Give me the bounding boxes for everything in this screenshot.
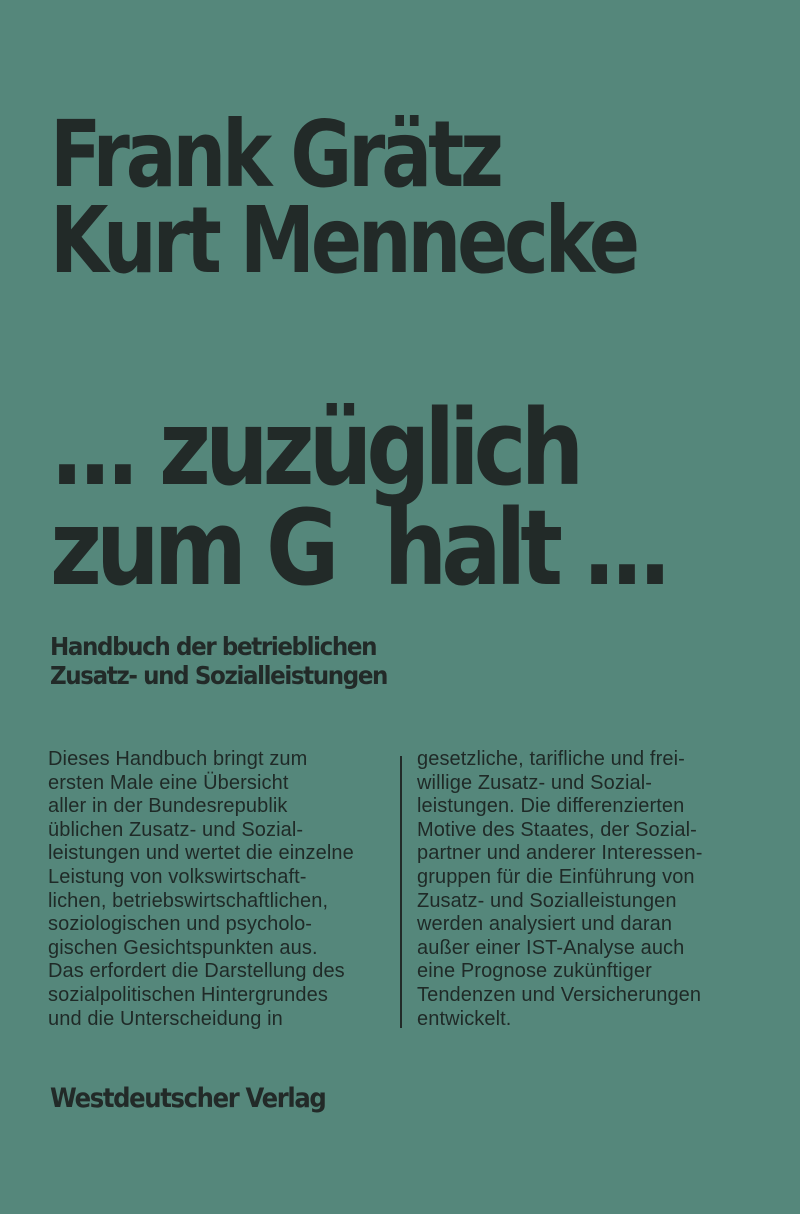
- author-name: Kurt Mennecke: [50, 187, 636, 294]
- blurb-line: partner und anderer Interessen-: [417, 842, 703, 865]
- blurb-line: Das erfordert die Darstellung des: [48, 960, 345, 983]
- blurb-line: außer einer IST-Analyse auch: [417, 936, 685, 959]
- blurb-line: Leistung von volkswirtschaft-: [48, 865, 307, 888]
- blurb-line: aller in der Bundesrepublik: [48, 795, 288, 818]
- column-divider: [400, 756, 402, 1028]
- author-name: Frank Grätz: [50, 101, 500, 208]
- blurb-line: und die Unterscheidung in: [48, 1007, 283, 1030]
- blurb-line: soziologischen und psycholo-: [48, 913, 313, 936]
- title-line: ... zuzüglich: [50, 387, 579, 509]
- blurb-line: gesetzliche, tarifliche und frei-: [417, 748, 685, 770]
- blurb-line: Zusatz- und Sozialleistungen: [417, 889, 677, 912]
- book-subtitle: [50, 632, 550, 690]
- blurb-line: leistungen und wertet die einzelne: [48, 842, 354, 865]
- blurb-line: Motive des Staates, der Sozial-: [417, 818, 697, 841]
- blurb-line: gruppen für die Einführung von: [417, 865, 695, 888]
- blurb-line: sozialpolitischen Hintergrundes: [48, 983, 328, 1006]
- blurb-line: willige Zusatz- und Sozial-: [417, 771, 653, 794]
- publisher-name: Westdeutscher Verlag: [50, 1083, 326, 1114]
- blurb-line: entwickelt.: [417, 1007, 512, 1030]
- subtitle-line: Zusatz- und Sozialleistungen: [50, 661, 388, 690]
- blurb-line: werden analysiert und daran: [417, 913, 673, 936]
- blurb-line: Tendenzen und Versicherungen: [417, 983, 702, 1006]
- blurb-right-column: [417, 748, 767, 1031]
- blurb-line: üblichen Zusatz- und Sozial-: [48, 818, 304, 841]
- blurb-line: Dieses Handbuch bringt zum: [48, 748, 308, 770]
- blurb-line: gischen Gesichtspunkten aus.: [48, 936, 318, 959]
- blurb-left-column: [48, 748, 383, 1031]
- subtitle-line: Handbuch der betrieblichen: [50, 632, 377, 661]
- title-line: zum G halt ...: [50, 487, 666, 609]
- book-title: [50, 387, 790, 609]
- blurb-line: eine Prognose zukünftiger: [417, 960, 652, 983]
- blurb-line: leistungen. Die differenzierten: [417, 795, 685, 818]
- author-names: [50, 101, 770, 294]
- blurb-line: lichen, betriebswirtschaftlichen,: [48, 889, 329, 912]
- blurb-line: ersten Male eine Übersicht: [48, 771, 289, 794]
